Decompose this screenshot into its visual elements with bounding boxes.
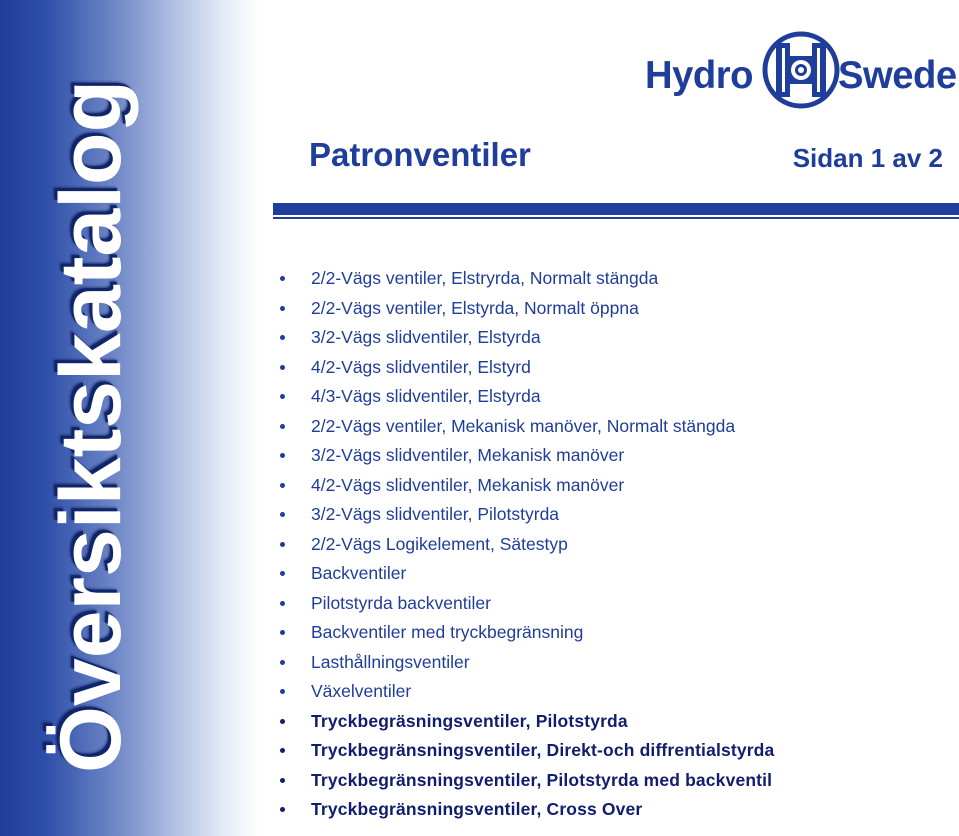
list-item	[280, 412, 950, 442]
list-item-label: 4/3-Vägs slidventiler, Elstyrda	[311, 386, 541, 406]
list-item	[280, 618, 950, 648]
list-item	[280, 648, 950, 678]
list-item	[280, 353, 950, 383]
list-item	[280, 323, 950, 353]
list-item-label: Tryckbegränsningsventiler, Cross Over	[311, 799, 643, 819]
hydraulic-cartridge-emblem-icon	[760, 30, 842, 110]
list-item-label: 2/2-Vägs ventiler, Elstyrda, Normalt öppna	[311, 297, 639, 318]
list-item-label: 4/2-Vägs slidventiler, Elstyrd	[311, 356, 531, 377]
list-item-label: 4/2-Vägs slidventiler, Mekanisk manöver	[311, 474, 625, 495]
list-item	[280, 530, 950, 560]
bullet-icon	[280, 601, 285, 606]
list-item-label: Pilotstyrda backventiler	[311, 592, 491, 613]
bullet-icon	[280, 571, 285, 576]
bullet-icon	[280, 335, 285, 340]
list-item	[280, 500, 950, 530]
list-item	[280, 471, 950, 501]
list-item-label: Backventiler	[311, 563, 407, 583]
bullet-icon	[280, 306, 285, 311]
list-item-label: 2/2-Vägs ventiler, Elstryrda, Normalt stängda	[311, 268, 659, 288]
list-item	[280, 559, 950, 589]
bullet-icon	[280, 807, 285, 812]
list-item	[280, 766, 950, 796]
header-divider-thin	[273, 217, 959, 219]
bullet-icon	[280, 748, 285, 753]
logo-word-swede: Swede	[838, 54, 957, 97]
bullet-icon	[280, 276, 285, 281]
list-item-label: Lasthållningsventiler	[311, 651, 470, 672]
list-item	[280, 294, 950, 324]
list-item-label: Tryckbegränsningsventiler, Pilotstyrda med backventil	[311, 769, 773, 790]
header-divider	[273, 203, 959, 215]
bullet-icon	[280, 719, 285, 724]
list-item	[280, 707, 950, 737]
bullet-icon	[280, 630, 285, 635]
valve-category-list	[280, 264, 950, 825]
bullet-icon	[280, 542, 285, 547]
list-item	[280, 677, 950, 707]
bullet-icon	[280, 453, 285, 458]
list-item	[280, 795, 950, 825]
list-item-label: 3/2-Vägs slidventiler, Pilotstyrda	[311, 504, 560, 524]
list-item	[280, 589, 950, 619]
bullet-icon	[280, 689, 285, 694]
list-item-label: 2/2-Vägs Logikelement, Sätestyp	[311, 533, 568, 554]
list-item	[280, 441, 950, 471]
bullet-icon	[280, 424, 285, 429]
sidebar-title: Översiktskatalog	[43, 79, 139, 773]
bullet-icon	[280, 660, 285, 665]
bullet-icon	[280, 365, 285, 370]
list-item-label: Tryckbegräsningsventiler, Pilotstyrda	[311, 710, 628, 731]
list-item	[280, 736, 950, 766]
list-item-label: Backventiler med tryckbegränsning	[311, 622, 584, 642]
bullet-icon	[280, 778, 285, 783]
list-item-label: Tryckbegränsningsventiler, Direkt-och diffrentialstyrda	[311, 740, 775, 760]
list-item	[280, 264, 950, 294]
bullet-icon	[280, 394, 285, 399]
logo-word-hydro: Hydro	[645, 54, 753, 97]
list-item-label: 3/2-Vägs slidventiler, Elstyrda	[311, 327, 541, 347]
page-counter: Sidan 1 av 2	[792, 143, 943, 173]
list-item	[280, 382, 950, 412]
list-item-label: 3/2-Vägs slidventiler, Mekanisk manöver	[311, 445, 625, 465]
list-item-label: 2/2-Vägs ventiler, Mekanisk manöver, Normalt stängda	[311, 415, 736, 436]
hydroswede-logo	[645, 30, 957, 112]
bullet-icon	[280, 483, 285, 488]
bullet-icon	[280, 512, 285, 517]
list-item-label: Växelventiler	[311, 681, 412, 701]
page-title: Patronventiler	[309, 136, 531, 173]
